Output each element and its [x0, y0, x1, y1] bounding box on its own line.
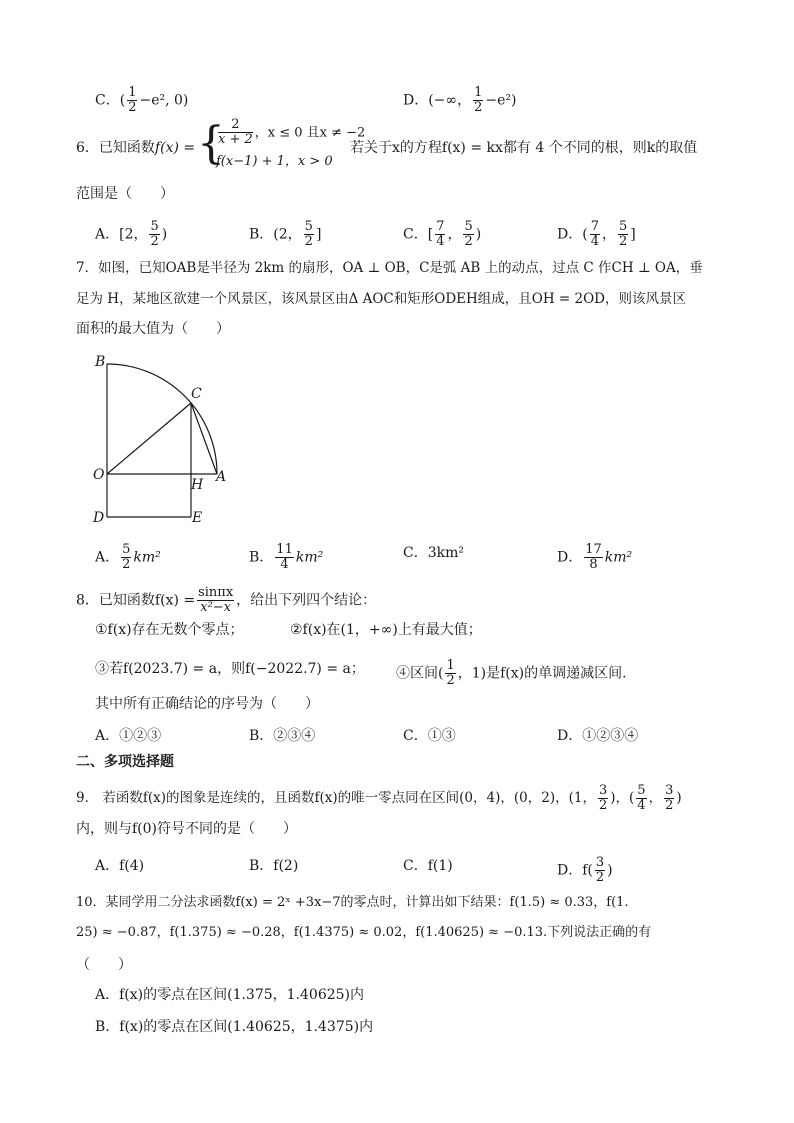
q7-option-b: B． $\frac{11}{4}$ km²	[249, 542, 324, 572]
q10-line1: 10．某同学用二分法求函数f(x) = 2ˣ +3x−7的零点时，计算出如下结果：f(1.5) ≈ 0.33，f(1.	[76, 895, 629, 910]
q10-line3: （ ）	[76, 957, 132, 973]
q6-tail: 若关于x的方程f(x) = kx都有 4 个不同的根，则k的取值	[350, 140, 698, 156]
q7-line3: 面积的最大值为（ ）	[76, 321, 230, 337]
q8-question: 其中所有正确结论的序号为（ ）	[95, 696, 319, 712]
q8-conclusion-2: ②f(x)在(1，+∞)上有最大值；	[290, 622, 482, 638]
q10-option-b: B．f(x)的零点在区间(1.40625，1.4375)内	[95, 1019, 374, 1035]
q7-line2: 足为 H，某地区欲建一个风景区，该风景区由Δ AOC和矩形ODEH组成，且OH = 2OD，则该风景区	[76, 291, 686, 307]
q7-sector-figure	[88, 350, 238, 530]
q6-option-c: C．[ $\frac{7}{4}$ ， $\frac{5}{2}$ )	[403, 219, 482, 249]
label-h: H	[191, 477, 204, 493]
q8-conclusion-3: ③若f(2023.7) = a，则f(−2022.7) = a；	[95, 661, 365, 677]
q6-option-d: D．( $\frac{7}{4}$ ， $\frac{5}{2}$ ]	[557, 219, 636, 249]
q7-option-c: C．3km²	[403, 545, 464, 561]
q8-option-b: B．②③④	[249, 728, 316, 744]
q10-line2: 25) ≈ −0.87，f(1.375) ≈ −0.28，f(1.4375) ≈ 0.02，f(1.40625) ≈ −0.13.下列说法正确的有	[76, 925, 652, 940]
q6-option-b: B．(2， $\frac{5}{2}$ ]	[249, 219, 322, 249]
q6-case1: $\frac{2}{x + 2}$ ，x ≤ 0 且x ≠ −2	[218, 117, 366, 147]
q8-option-a: A．①②③	[95, 728, 162, 744]
section-heading-multiple-choice: 二、多项选择题	[76, 754, 174, 770]
q7-line1: 7．如图，已知OAB是半径为 2km 的扇形，OA ⊥ OB，C是弧 AB 上的动点，过点 C 作CH ⊥ OA，垂	[76, 260, 703, 276]
label-e: E	[192, 510, 203, 526]
q10-option-a: A．f(x)的零点在区间(1.375，1.40625)内	[95, 987, 365, 1003]
q6-option-a: A．[2， $\frac{5}{2}$ )	[95, 219, 168, 249]
segment-ca	[191, 403, 217, 474]
q9-option-a: A．f(4)	[95, 858, 145, 874]
q9-option-d: D．f( $\frac{3}{2}$ )	[557, 855, 613, 885]
q8-conclusion-4: ④区间( $\frac{1}{2}$ ，1)是f(x)的单调递减区间．	[396, 658, 637, 688]
q7-option-d: D． $\frac{17}{8}$ km²	[557, 542, 633, 572]
q8-option-c: C．①③	[403, 728, 456, 744]
q6-lead: 6．已知函数f(x) =	[76, 140, 196, 156]
q8-option-d: D．①②③④	[557, 728, 639, 744]
label-a: A	[216, 469, 227, 485]
label-o: O	[93, 467, 105, 483]
q8-conclusion-1: ①f(x)存在无数个零点；	[95, 622, 244, 638]
q9-line1: 9． 若函数f(x)的图象是连续的，且函数f(x)的唯一零点同在区间(0，4)，(0，2)，(1， $\frac{3}{2}$ )，( $\frac{5}{4}$ ， $\frac{3}{2}$ )	[76, 783, 682, 813]
label-c: C	[191, 386, 202, 402]
label-d: D	[93, 510, 105, 526]
arc-ab	[107, 364, 217, 474]
q6-piecewise-brace: {	[197, 118, 225, 169]
q8-lead: 8．已知函数f(x) = $\frac{\sin\pi x}{\text{x²−x}}$ ，给出下列四个结论：	[76, 585, 377, 615]
q5-option-c: C．( $\frac{1}{2}$ −e², 0)	[95, 85, 189, 115]
q7-option-a: A． $\frac{5}{2}$ km²	[95, 542, 161, 572]
q9-line2: 内，则与f(0)符号不同的是（ ）	[76, 821, 298, 837]
q6-case2: f(x−1) + 1，x > 0	[216, 154, 333, 169]
q9-option-c: C．f(1)	[403, 858, 453, 874]
q6-line2: 范围是（ ）	[76, 186, 174, 202]
q9-option-b: B．f(2)	[249, 858, 299, 874]
q5-option-d: D．(−∞， $\frac{1}{2}$ −e²)	[403, 85, 517, 115]
label-b: B	[95, 354, 106, 370]
segment-oc	[107, 403, 191, 474]
